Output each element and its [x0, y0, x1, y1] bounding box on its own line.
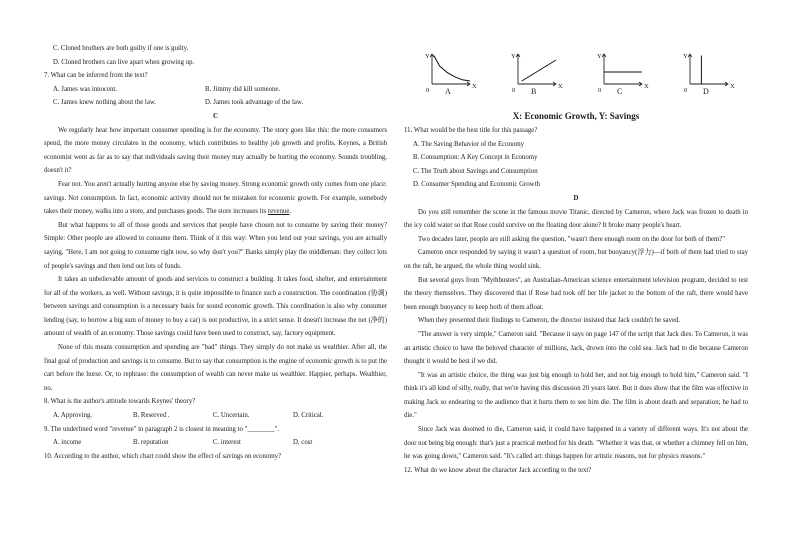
q11-stem: 11. What would be the best title for this passage?	[404, 127, 538, 134]
q12-stem: 12. What do we know about the character Jack according to the text?	[404, 466, 592, 474]
q7-options-row2	[53, 96, 387, 110]
passage-c-paragraph-4: It takes an unbelievable amount of goods and services to construct a building. It takes food, shelter, and entertainment for all of the workers, as well. Without savings, it is quite impossible to finance such a construction. The coordination (协调) between savings and consumption is a necessary basis for sound economic growth. This coordination is also why consumer lending (say, to borrow a big sum of money to buy a car) is not productive, in a strict sense. It doesn't increase the net (净的) amount of wealth of an economy. Those savings could have been used to construct, say, factory equipment.	[44, 276, 387, 338]
passage-c-paragraph-3: But what happens to all of those goods and services that people have chosen not to consume by saving their money? Simple: Other people are allowed to consume them. Think of it this way: When you lend out your savings, you are actually saying, "Here, I am not going to consume right now, so why don't you?" Banks simply play the middleman: they collect lots of people's savings and then lend out lots of funds.	[44, 221, 387, 270]
chart-b-series-line	[522, 60, 556, 81]
passage-c-paragraph-5: None of this means consumption and spending are "bad" things. They simply do not make us wealthier. After all, the final goal of production and savings is to consume. But to say that consumption is the engine of economic growth is to put the cart before the horse. Or, to rephrase: the consumption of wealth can never make us wealthier. Happier, perhaps. Wealthier, no.	[44, 344, 387, 392]
q9-option-a: A. income	[53, 439, 82, 447]
passage-c-paragraph-1: We regularly hear how important consumer spending is for the economy. The story goes like this: the more consumers spend, the more money circulates in the economy, which contributes to healthy job growth and profits. Keynes, a British economist went as far as to say that individuals saving their money may actually be hurting the economy. Sounds troubling, doesn't it?	[44, 126, 387, 175]
q8-option-d: D. Critical.	[293, 412, 324, 420]
q9-options	[53, 436, 387, 450]
q8-stem: 8. What is the author's attitude towards Keynes' theory?	[44, 398, 196, 406]
passage-d-paragraph-5: When they presented their findings to Cameron, the director insisted that Jack couldn't be saved.	[418, 317, 681, 325]
q8-options	[53, 409, 387, 423]
q8-option-b: B. Reserved .	[133, 412, 170, 420]
paragraph-2-text: Fear not. You aren't actually hurting anyone else by saving money. Strong economic growth only comes from one place: savings. Not consumption. In fact, economic activity should not be mistaken for economic growth. For example, somebody takes their money, walks into a store, and purchases goods. The store increases its	[44, 180, 387, 216]
q7-stem: 7. What can be inferred from the text?	[44, 72, 148, 80]
passage-d-paragraph-4: But several guys from "Mythbusters", an Australian-American science entertainment television program, decided to test the theory themselves. They discovered that if Rose had took off her life jacket to the bottom of the raft, there would have been enough buoyancy to keep both of them afloat.	[404, 276, 748, 311]
chart-d-x-label: X	[730, 83, 735, 90]
q11-option-c: C. The Truth about Savings and Consumption	[413, 167, 538, 175]
passage-d-paragraph-6: "The answer is very simple," Cameron said. "Because it says on page 147 of the script that Jack dies. To Cameron, it was an artistic choice to have the beloved character of millions, Jack, drown into the cold sea. Jack had to die because Cameron thought it would be best if we did.	[404, 330, 748, 366]
chart-c-origin: 0	[598, 87, 602, 94]
chart-a-x-label: X	[472, 83, 477, 90]
passage-d-paragraph-1: Do you still remember the scene in the famous movie Titanic, directed by Cameron, where Jack was frozen to death in the icy cold water so that Rose could survive on the floating door alone? It broke many people's heart.	[404, 208, 748, 230]
chart-b-origin: 0	[512, 87, 516, 94]
chart-b-y-label: Y	[511, 53, 516, 60]
q7-option-b: B. Jimmy did kill someone.	[205, 85, 281, 93]
chart-a-panel-label: A	[445, 87, 451, 96]
q9-option-d: D. cost	[293, 439, 313, 447]
q11-option-a: A. The Saving Behavior of the Economy	[413, 140, 525, 148]
chart-b-panel-label: B	[531, 87, 537, 96]
savings-growth-charts	[404, 42, 748, 134]
passage-c-paragraph-2	[44, 178, 387, 219]
passage-d-paragraph-2: Two decades later, people are still asking the question, "wasn't there enough room on the door for both of them?"	[418, 235, 726, 243]
q9-option-c: C. interest	[213, 439, 241, 447]
section-d-heading: D	[573, 194, 579, 202]
passage-d-paragraph-7: "It was an artistic choice, the thing was just big enough to hold her, and not big enough to hold him," Cameron said. "I think it's all kind of silly, really, that we're having this discussion 20 years later. But it does show that the film was effective in making Jack so endearing to the audience that it hurts them to see him die. The film is about death and separation; he had to die."	[404, 371, 748, 420]
chart-d-y-label: Y	[683, 53, 688, 60]
prev-option-c: C. Cloned brothers are both guilty if one is guilty.	[53, 45, 189, 52]
chart-d-panel-label: D	[703, 87, 709, 96]
q7-option-a: A. James was innocent.	[53, 85, 117, 93]
chart-c-panel-label: C	[617, 87, 623, 96]
section-c-heading: C	[213, 112, 218, 120]
passage-d-paragraph-3: Cameron once responded by saying it wasn't a question of room, but buoyancy(浮力)—if both of them had tried to stay on the raft, he argued, the whole thing would sink.	[404, 249, 748, 270]
chart-c-y-label: Y	[597, 53, 602, 60]
paragraph-2-period: .	[289, 208, 292, 216]
right-column	[404, 42, 748, 477]
chart-d-origin: 0	[684, 87, 688, 94]
q7-option-d: D. James took advantage of the law.	[205, 99, 304, 107]
chart-a-origin: 0	[426, 87, 430, 94]
q11-option-b: B. Consumption: A Key Concept in Economy	[413, 154, 538, 162]
q8-option-a: A. Approving.	[53, 412, 93, 420]
chart-b-x-label: X	[558, 83, 563, 90]
q7-options-row1	[53, 83, 387, 97]
q10-stem: 10. According to the author, which chart could show the effect of savings on economy?	[44, 452, 282, 460]
q11-option-d: D. Consumer Spending and Economic Growth	[413, 181, 540, 189]
q7-option-c: C. James knew nothing about the law.	[53, 99, 157, 107]
q9-option-b: B. reputation	[133, 439, 169, 447]
prev-option-d: D. Cloned brothers can live apart when growing up.	[53, 58, 195, 66]
chart-a-y-label: Y	[425, 53, 430, 60]
chart-a-series-line	[434, 56, 470, 82]
passage-d-paragraph-8: Since Jack was doomed to die, Cameron said, it could have happened in a variety of different ways. It's not about the door not being big enough: that's just a practical method for his death. "Whether it was that, or whether a chimney fell on him, he was going down," Cameron said. "It's called art: things happen for artistic reasons, not for physics reasons."	[404, 426, 748, 461]
chart-c-x-label: X	[644, 83, 649, 90]
q9-blank: ________	[247, 425, 275, 433]
left-column	[44, 42, 387, 463]
q9-stem-text: 9. The underlined word "revenue" in paragraph 2 is closest in meaning to "	[44, 425, 248, 433]
chart-caption: X: Economic Growth, Y: Savings	[512, 111, 640, 121]
q8-option-c: C. Uncertain.	[213, 412, 250, 420]
q9-stem	[44, 423, 387, 437]
q9-stem-end: ".	[274, 425, 280, 433]
underlined-word-revenue: revenue	[267, 208, 290, 216]
charts-svg	[404, 42, 748, 104]
